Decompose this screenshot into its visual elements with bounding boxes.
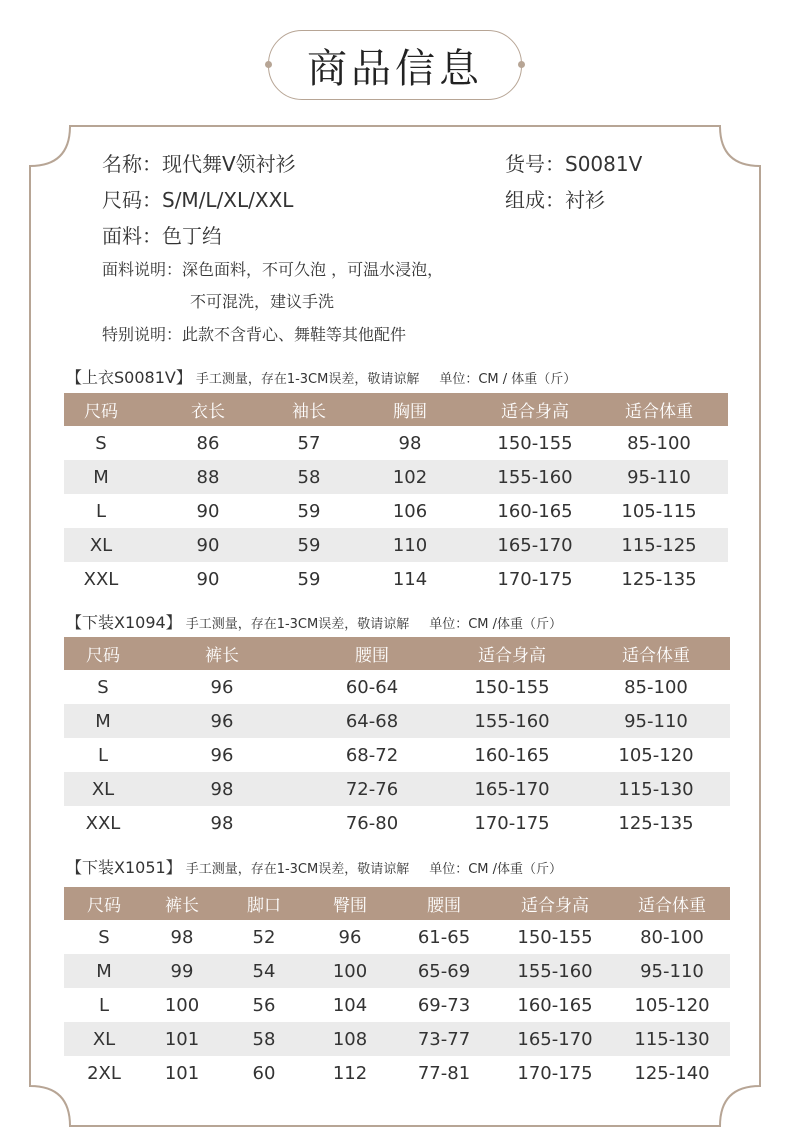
section-name: 【下装X1094】 <box>66 613 182 632</box>
table-cell: 60-64 <box>345 676 399 698</box>
product-fabric: 面料：色丁绉 <box>102 224 222 248</box>
table-row <box>64 494 728 528</box>
table-cell: 165-170 <box>496 1022 614 1056</box>
table-cell: 104 <box>332 994 368 1016</box>
table-cell: 101 <box>144 1022 220 1056</box>
table-cell: 98 <box>170 926 194 948</box>
table-cell: 95-110 <box>582 704 730 738</box>
table-header-row <box>64 637 730 670</box>
table-cell: 110 <box>340 528 480 562</box>
header-cell: 适合体重 <box>582 637 730 670</box>
table-cell: 58 <box>220 1022 308 1056</box>
product-sku: 货号：S0081V <box>505 152 643 176</box>
table-cell: 72-76 <box>302 772 442 806</box>
table-cell: 95-110 <box>614 954 730 988</box>
table-row <box>64 704 730 738</box>
table-cell: 95-110 <box>590 460 728 494</box>
table-cell: 112 <box>332 1062 368 1084</box>
table-cell: 96 <box>338 926 362 948</box>
table-cell: 85-100 <box>627 432 691 454</box>
size-table-pants-1094 <box>64 637 730 840</box>
header-cell: 尺码 <box>64 637 142 670</box>
table-row <box>64 670 730 704</box>
table-cell: 68-72 <box>345 744 399 766</box>
table-cell: 73-77 <box>392 1022 496 1056</box>
table-cell: 165-170 <box>480 528 590 562</box>
table-cell: 160-165 <box>474 744 550 766</box>
table-cell: 105-115 <box>621 500 697 522</box>
header-cell: 胸围 <box>340 393 480 426</box>
table-cell: 65-69 <box>392 954 496 988</box>
header-cell: 裤长 <box>142 637 302 670</box>
table-header-row <box>64 887 730 920</box>
table-cell: 125-135 <box>621 568 697 590</box>
table-cell: 105-120 <box>634 994 710 1016</box>
table-cell: XXL <box>85 812 121 834</box>
table-cell: 96 <box>210 744 234 766</box>
table-cell: 114 <box>392 568 428 590</box>
fabric-description-cont: 不可混洗，建议手洗 <box>190 292 335 311</box>
table-cell: 60 <box>252 1062 276 1084</box>
table-cell: M <box>64 954 144 988</box>
table-cell: 85-100 <box>624 676 688 698</box>
header-cell: 衣长 <box>138 393 278 426</box>
section-title-top <box>66 365 576 388</box>
table-cell: 160-165 <box>497 500 573 522</box>
table-cell: 106 <box>392 500 428 522</box>
header-cell: 裤长 <box>144 887 220 920</box>
product-composition: 组成：衬衫 <box>505 188 605 212</box>
table-cell: 98 <box>398 432 422 454</box>
table-cell: 160-165 <box>517 994 593 1016</box>
table-cell: 58 <box>278 460 340 494</box>
header-cell: 脚口 <box>220 887 308 920</box>
table-cell: 100 <box>308 954 392 988</box>
table-cell: 57 <box>297 432 321 454</box>
section-note: 手工测量，存在1-3CM误差，敬请谅解 <box>185 862 410 877</box>
table-row <box>64 562 728 596</box>
section-name: 【下装X1051】 <box>66 858 182 877</box>
fabric-description: 面料说明：深色面料，不可久泡 ，可温水浸泡， <box>102 260 444 279</box>
table-cell: 115-130 <box>614 1022 730 1056</box>
table-cell: 54 <box>220 954 308 988</box>
table-cell: 99 <box>144 954 220 988</box>
table-cell: 105-120 <box>618 744 694 766</box>
table-row <box>64 1056 730 1090</box>
section-unit: 单位：CM /体重（斤） <box>429 862 563 877</box>
header-cell: 适合身高 <box>442 637 582 670</box>
table-cell: 155-160 <box>442 704 582 738</box>
table-cell: S <box>97 676 109 698</box>
table-row <box>64 920 730 954</box>
special-note: 特别说明：此款不含背心、舞鞋等其他配件 <box>102 325 407 344</box>
header-cell: 适合身高 <box>480 393 590 426</box>
size-table-pants-1051 <box>64 887 730 1090</box>
table-cell: XL <box>64 1022 144 1056</box>
header-cell: 适合体重 <box>590 393 728 426</box>
table-cell: M <box>64 460 138 494</box>
table-row <box>64 772 730 806</box>
table-row <box>64 1022 730 1056</box>
section-unit: 单位：CM /体重（斤） <box>429 617 563 632</box>
table-cell: 150-155 <box>497 432 573 454</box>
table-cell: 165-170 <box>442 772 582 806</box>
table-cell: 61-65 <box>417 926 471 948</box>
table-cell: S <box>98 926 110 948</box>
header-cell: 腰围 <box>392 887 496 920</box>
header-cell: 适合身高 <box>496 887 614 920</box>
table-row <box>64 426 728 460</box>
table-cell: 115-130 <box>582 772 730 806</box>
table-cell: 150-155 <box>474 676 550 698</box>
table-cell: 64-68 <box>302 704 442 738</box>
table-cell: 56 <box>252 994 276 1016</box>
table-cell: 90 <box>196 568 220 590</box>
section-unit: 单位：CM / 体重（斤） <box>439 372 577 387</box>
page-title: 商品信息 <box>307 45 483 92</box>
header-cell: 尺码 <box>64 887 144 920</box>
table-cell: 170-175 <box>497 568 573 590</box>
table-cell: 90 <box>138 528 278 562</box>
header-cell: 适合体重 <box>614 887 730 920</box>
table-cell: 115-125 <box>590 528 728 562</box>
table-cell: 52 <box>252 926 276 948</box>
table-cell: 125-140 <box>634 1062 710 1084</box>
table-cell: 125-135 <box>618 812 694 834</box>
product-sizes: 尺码：S/M/L/XL/XXL <box>102 188 294 212</box>
table-cell: 155-160 <box>496 954 614 988</box>
table-cell: 90 <box>196 500 220 522</box>
header-cell: 腰围 <box>302 637 442 670</box>
table-cell: L <box>98 994 110 1016</box>
table-cell: 170-175 <box>517 1062 593 1084</box>
table-cell: 69-73 <box>417 994 471 1016</box>
table-row <box>64 460 728 494</box>
table-cell: M <box>64 704 142 738</box>
table-cell: 170-175 <box>474 812 550 834</box>
table-cell: XL <box>64 772 142 806</box>
table-cell: 102 <box>340 460 480 494</box>
table-cell: 2XL <box>87 1062 121 1084</box>
table-cell: 108 <box>308 1022 392 1056</box>
table-cell: 98 <box>210 812 234 834</box>
header-cell: 尺码 <box>64 393 138 426</box>
table-cell: XL <box>64 528 138 562</box>
table-cell: 88 <box>138 460 278 494</box>
table-row <box>64 988 730 1022</box>
section-title-pants-1051 <box>66 855 562 878</box>
table-cell: 59 <box>297 500 321 522</box>
section-title-pants-1094 <box>66 610 562 633</box>
table-header-row <box>64 393 728 426</box>
table-row <box>64 738 730 772</box>
table-cell: L <box>95 500 107 522</box>
table-cell: XXL <box>83 568 119 590</box>
table-cell: S <box>95 432 107 454</box>
table-cell: 59 <box>278 528 340 562</box>
header-cell: 袖长 <box>278 393 340 426</box>
table-cell: 59 <box>297 568 321 590</box>
table-cell: 98 <box>142 772 302 806</box>
size-table-top <box>64 393 728 596</box>
product-name: 名称：现代舞V领衬衫 <box>102 152 296 176</box>
table-cell: 80-100 <box>640 926 704 948</box>
table-cell: 76-80 <box>345 812 399 834</box>
table-cell: 96 <box>142 704 302 738</box>
section-name: 【上衣S0081V】 <box>66 368 192 387</box>
table-cell: 77-81 <box>417 1062 471 1084</box>
table-cell: 150-155 <box>517 926 593 948</box>
table-cell: 155-160 <box>480 460 590 494</box>
table-cell: 101 <box>164 1062 200 1084</box>
table-row <box>64 528 728 562</box>
table-cell: 96 <box>210 676 234 698</box>
table-cell: L <box>97 744 109 766</box>
table-cell: 100 <box>164 994 200 1016</box>
section-note: 手工测量，存在1-3CM误差，敬请谅解 <box>195 372 420 387</box>
table-cell: 86 <box>196 432 220 454</box>
table-row <box>64 806 730 840</box>
header-cell: 臀围 <box>308 887 392 920</box>
section-note: 手工测量，存在1-3CM误差，敬请谅解 <box>185 617 410 632</box>
table-row <box>64 954 730 988</box>
title-badge <box>268 30 522 100</box>
